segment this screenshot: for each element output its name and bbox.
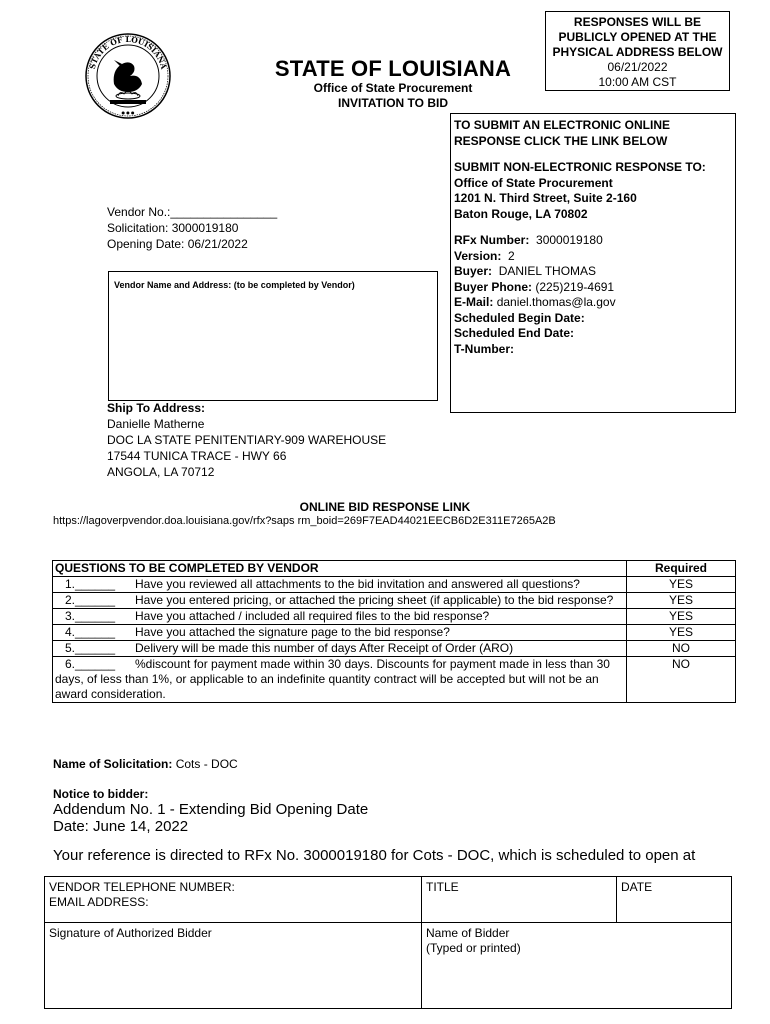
- vendor-name-address-label: Vendor Name and Address: (to be completed by Vendor): [114, 280, 355, 290]
- ship-to-label: Ship To Address:: [107, 401, 206, 415]
- question-text: Have you entered pricing, or attached the pricing sheet (if applicable) to the bid response?: [135, 593, 614, 607]
- addendum-title: Addendum No. 1 - Extending Bid Opening Date: [53, 801, 369, 818]
- required-header: Required: [627, 561, 736, 577]
- end-date-label: Scheduled End Date:: [454, 326, 575, 340]
- email-label: EMAIL ADDRESS:: [49, 895, 149, 909]
- signature-table: [44, 876, 732, 1009]
- submit-city: Baton Rouge, LA 70802: [454, 206, 588, 221]
- online-link-title: ONLINE BID RESPONSE LINK: [299, 500, 471, 514]
- version: Version: 2: [454, 248, 515, 263]
- responses-notice-line: PHYSICAL ADDRESS BELOW: [552, 45, 723, 59]
- electronic-line-2: RESPONSE CLICK THE LINK BELOW: [454, 133, 668, 148]
- table-row: [53, 657, 736, 703]
- bidder-name-field[interactable]: Name of Bidder (Typed or printed): [422, 923, 732, 1009]
- responses-notice-box: [545, 11, 730, 91]
- table-header-row: [53, 561, 736, 577]
- phone-label: VENDOR TELEPHONE NUMBER:: [49, 880, 235, 894]
- addendum-notice: [53, 801, 368, 835]
- opening-date: Opening Date: 06/21/2022: [107, 237, 248, 251]
- table-row: [45, 877, 732, 923]
- ship-to-line: ANGOLA, LA 70712: [107, 465, 215, 479]
- buyer-phone: Buyer Phone: (225)219-4691: [454, 279, 615, 294]
- table-row: [45, 923, 732, 1009]
- required-value: YES: [627, 625, 736, 641]
- submit-street: 1201 N. Third Street, Suite 2-160: [454, 191, 637, 205]
- question-number[interactable]: 4.______: [65, 625, 116, 639]
- ship-to-line: Danielle Matherne: [107, 417, 205, 431]
- electronic-line-1: TO SUBMIT AN ELECTRONIC ONLINE: [454, 118, 670, 132]
- question-number[interactable]: 5.______: [65, 641, 116, 655]
- nonelectronic-label: SUBMIT NON-ELECTRONIC RESPONSE TO:: [454, 160, 706, 174]
- question-number[interactable]: 6.______: [65, 657, 116, 671]
- office-name: Office of State Procurement: [313, 81, 473, 95]
- question-text: Have you attached the signature page to the bid response?: [135, 625, 450, 639]
- question-number[interactable]: 3.______: [65, 609, 116, 623]
- submission-info-box: [450, 113, 736, 413]
- question-number[interactable]: 1.______: [65, 577, 116, 591]
- vendor-questions-table: [52, 560, 736, 703]
- buyer-email: E-Mail: daniel.thomas@la.gov: [454, 295, 616, 309]
- ship-to-line: DOC LA STATE PENITENTIARY-909 WAREHOUSE: [107, 433, 387, 447]
- vendor-info: [107, 204, 277, 252]
- solicitation-name: Name of Solicitation: Cots - DOC: [53, 757, 238, 771]
- state-seal-logo: [84, 32, 172, 120]
- table-row: [53, 593, 736, 609]
- date-field[interactable]: DATE: [617, 877, 732, 923]
- open-time: 10:00 AM CST: [598, 75, 677, 89]
- vendor-contact-field[interactable]: [45, 877, 422, 923]
- signature-field[interactable]: Signature of Authorized Bidder: [45, 923, 422, 1009]
- svg-text:STATE OF LOUISIANA: STATE OF LOUISIANA: [87, 34, 169, 71]
- tnumber-label: T-Number:: [454, 341, 514, 356]
- question-text: Have you reviewed all attachments to the bid invitation and answered all questions?: [135, 577, 580, 591]
- submit-office: Office of State Procurement: [454, 175, 613, 190]
- required-value: NO: [627, 657, 736, 703]
- svg-text:● ● ●: ● ● ●: [121, 110, 135, 115]
- table-row: [53, 577, 736, 593]
- question-text: Delivery will be made this number of days After Receipt of Order (ARO): [135, 641, 514, 655]
- reference-text: Your reference is directed to RFx No. 3000019180 for Cots - DOC, which is scheduled to open at: [53, 847, 696, 864]
- table-row: [53, 641, 736, 657]
- responses-notice-line: PUBLICLY OPENED AT THE: [558, 30, 717, 44]
- solicitation-number: Solicitation: 3000019180: [107, 221, 239, 235]
- ship-to-line: 17544 TUNICA TRACE - HWY 66: [107, 449, 287, 463]
- document-type: INVITATION TO BID: [338, 96, 448, 110]
- question-text: %discount for payment made within 30 days. Discounts for payment made in less than 30 days, of less than 1%, or applicable to an indefinite quantity contract will be accepted but will not be an award consideration.: [55, 657, 610, 701]
- open-date: 06/21/2022: [607, 60, 668, 74]
- notice-label: Notice to bidder:: [53, 787, 149, 801]
- table-row: [53, 609, 736, 625]
- title-field[interactable]: TITLE: [422, 877, 617, 923]
- page-title: STATE OF LOUISIANA: [274, 56, 512, 81]
- required-value: YES: [627, 593, 736, 609]
- question-number[interactable]: 2.______: [65, 593, 116, 607]
- required-value: NO: [627, 641, 736, 657]
- vendor-number-field[interactable]: Vendor No.:________________: [107, 205, 278, 219]
- table-row: [53, 625, 736, 641]
- required-value: YES: [627, 577, 736, 593]
- ship-to-address: [107, 400, 386, 480]
- online-bid-link[interactable]: https://lagoverpvendor.doa.louisiana.gov/rfx?saps rm_boid=269F7EAD44021EECB6D2E311E7265A2B: [53, 515, 556, 527]
- question-text: Have you attached / included all required files to the bid response?: [135, 609, 490, 623]
- vendor-name-address-field[interactable]: [108, 271, 438, 401]
- buyer: Buyer: DANIEL THOMAS: [454, 264, 597, 278]
- rfx-number: RFx Number: 3000019180: [454, 233, 603, 247]
- addendum-date: Date: June 14, 2022: [53, 818, 189, 835]
- responses-notice-line: RESPONSES WILL BE: [573, 15, 702, 29]
- begin-date-label: Scheduled Begin Date:: [454, 310, 585, 325]
- questions-header: QUESTIONS TO BE COMPLETED BY VENDOR: [53, 561, 627, 577]
- required-value: YES: [627, 609, 736, 625]
